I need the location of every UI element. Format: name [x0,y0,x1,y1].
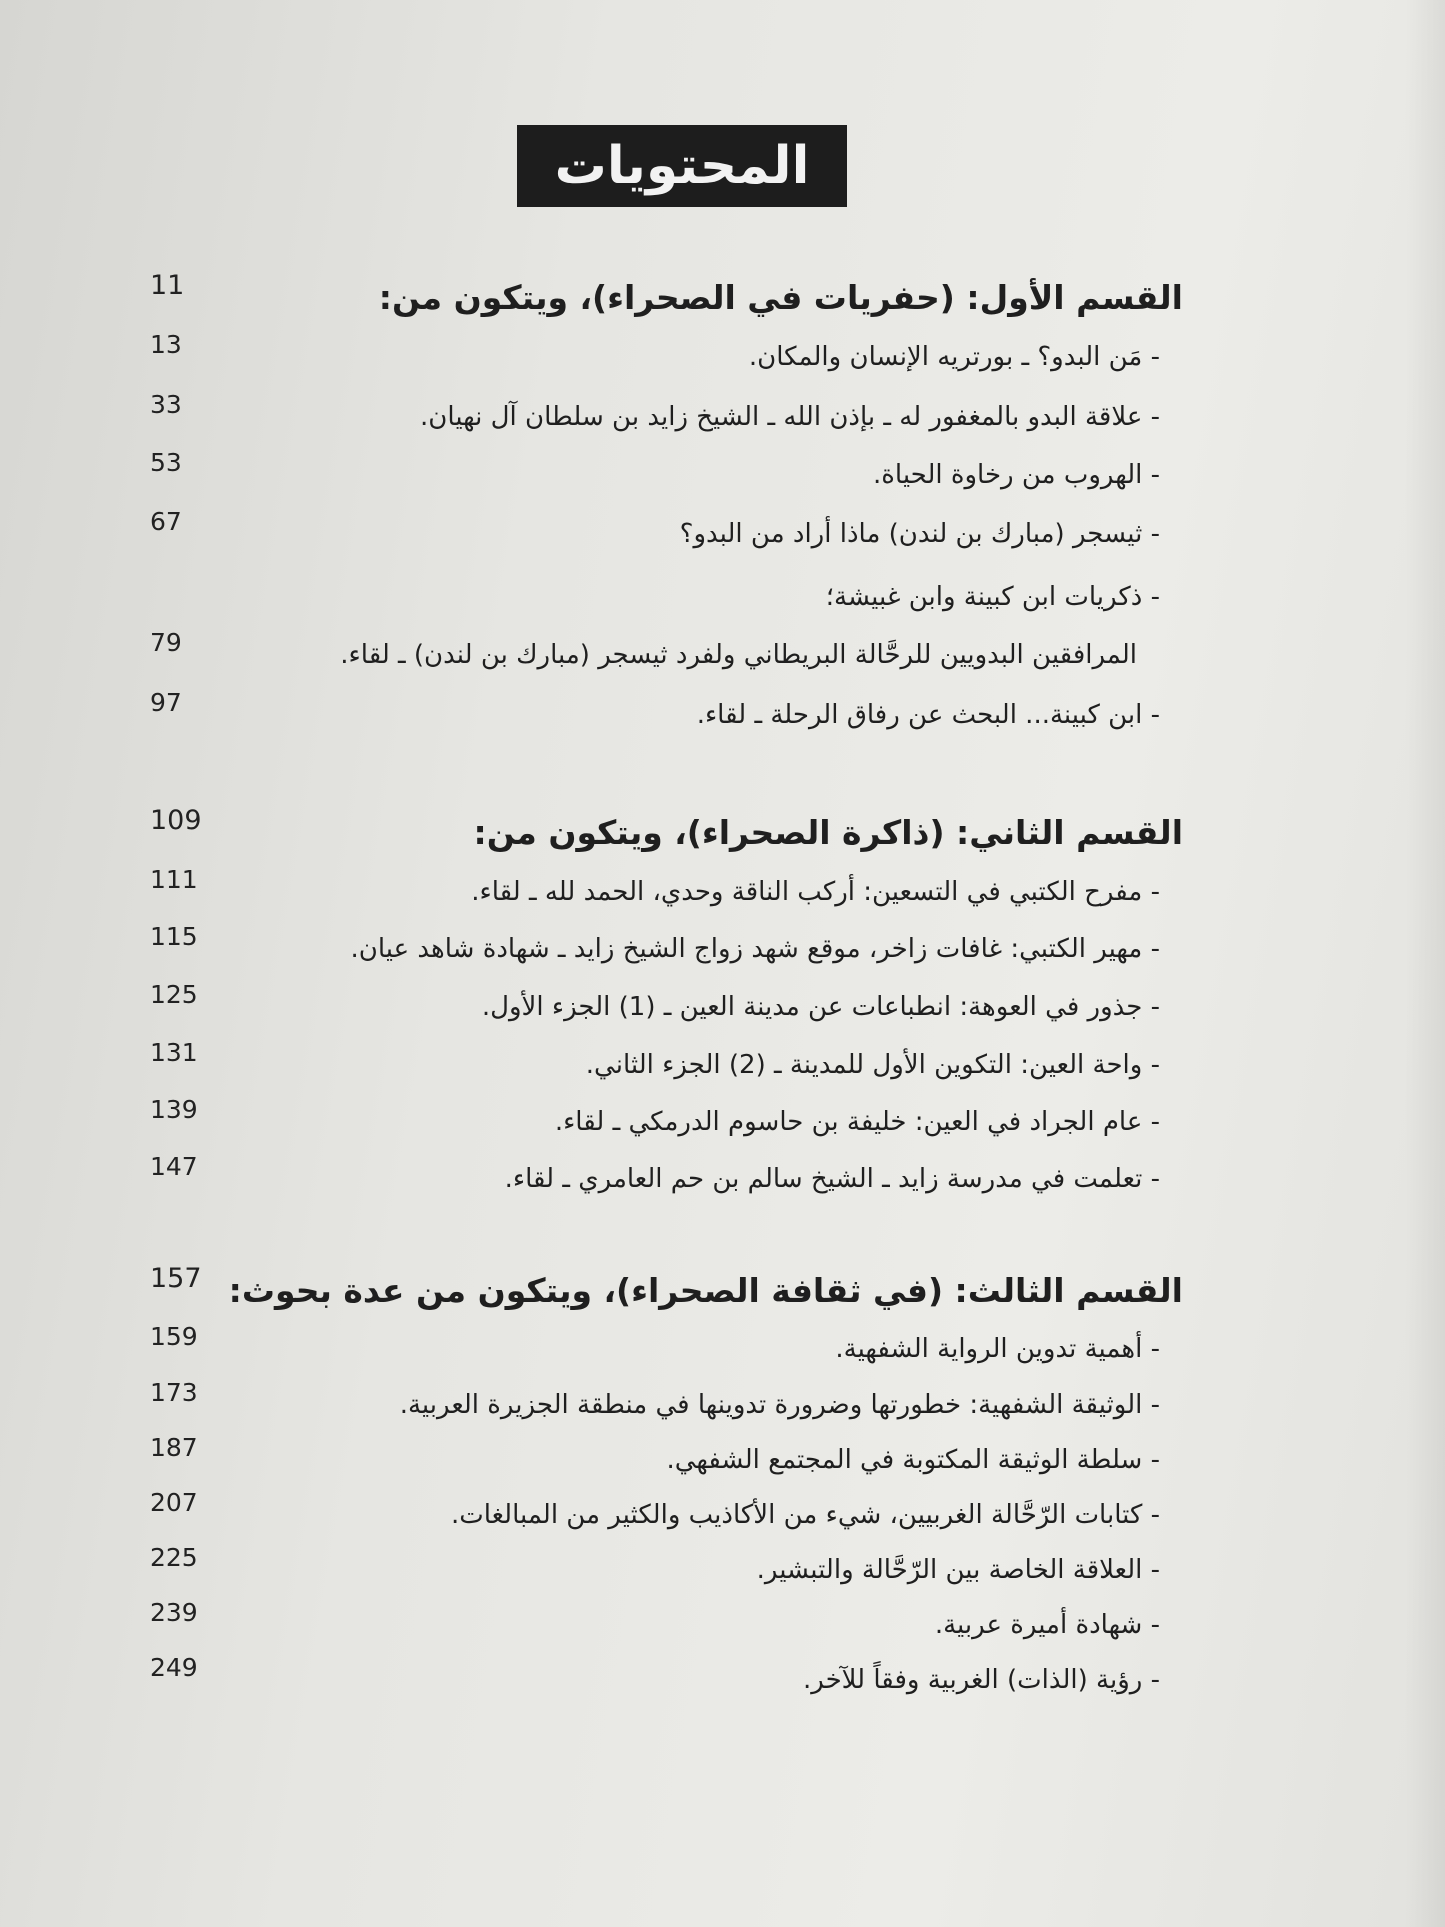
toc-entry-page: 79 [150,628,182,657]
toc-entry [0,1653,1445,1709]
toc-entry-page: 239 [150,1598,198,1627]
toc-entry-text: - الوثيقة الشفهية: خطورتها وضرورة تدوينها في منطقة الجزيرة العربية. [399,1390,1160,1420]
toc-entry [0,570,1445,626]
toc-entry [0,1152,1445,1208]
toc-entry [0,980,1445,1036]
toc-entry-text: - رؤية (الذات) الغربية وفقاً للآخر. [802,1665,1160,1695]
toc-entry [0,1378,1445,1434]
toc-entry-page: 173 [150,1378,198,1407]
toc-entry [0,1488,1445,1544]
toc-entry-page: 97 [150,688,182,717]
toc-entry-text: - شهادة أميرة عربية. [934,1610,1160,1640]
toc-entry [0,865,1445,921]
toc-entry-text: - أهمية تدوين الرواية الشفهية. [835,1334,1160,1364]
toc-entry-page: 225 [150,1543,198,1572]
toc-entry-text: - جذور في العوهة: انطباعات عن مدينة العين ـ (1) الجزء الأول. [481,992,1160,1022]
section-3-heading: القسم الثالث: (في ثقافة الصحراء)، ويتكون من عدة بحوث: [228,1271,1183,1310]
toc-entry-text: - ابن كبينة... البحث عن رفاق الرحلة ـ لقاء. [696,700,1160,730]
contents-title: المحتويات [554,136,810,196]
section-2-page: 109 [150,805,202,836]
toc-entry-text: - الهروب من رخاوة الحياة. [873,460,1160,490]
toc-entry-page: 131 [150,1038,198,1067]
toc-entry-page: 33 [150,390,182,419]
toc-entry-page: 147 [150,1152,198,1181]
toc-entry [0,1095,1445,1151]
toc-entry [0,1598,1445,1654]
toc-entry-page: 207 [150,1488,198,1517]
toc-entry-page: 67 [150,507,182,536]
toc-entry-text: المرافقين البدويين للرحَّالة البريطاني ولفرد ثيسجر (مبارك بن لندن) ـ لقاء. [340,640,1137,670]
section-2-heading-row [0,805,1445,861]
section-1-heading: القسم الأول: (حفريات في الصحراء)، ويتكون من: [378,278,1183,317]
toc-entry-text: - عام الجراد في العين: خليفة بن حاسوم الدرمكي ـ لقاء. [554,1107,1160,1137]
toc-entry-page: 187 [150,1433,198,1462]
toc-entry-text: - كتابات الرّحَّالة الغربيين، شيء من الأكاذيب والكثير من المبالغات. [450,1500,1160,1530]
section-1-heading-row [0,270,1445,326]
toc-entry [0,1543,1445,1599]
toc-entry-text: - ذكريات ابن كبينة وابن غبيشة؛ [825,582,1160,612]
toc-entry [0,507,1445,563]
toc-entry-text: - مهير الكتبي: غافات زاخر، موقع شهد زواج الشيخ زايد ـ شهادة شاهد عيان. [350,934,1160,964]
toc-entry-text: - واحة العين: التكوين الأول للمدينة ـ (2) الجزء الثاني. [585,1050,1160,1080]
toc-entry [0,628,1445,684]
toc-entry-page: 249 [150,1653,198,1682]
section-1-page: 11 [150,270,185,301]
toc-entry-text: - ثيسجر (مبارك بن لندن) ماذا أراد من البدو؟ [679,519,1160,549]
toc-entry-page: 111 [150,865,198,894]
toc-entry [0,1038,1445,1094]
toc-entry [0,688,1445,744]
toc-entry [0,922,1445,978]
toc-entry-text: - علاقة البدو بالمغفور له ـ بإذن الله ـ الشيخ زايد بن سلطان آل نهيان. [420,402,1160,432]
section-2-heading: القسم الثاني: (ذاكرة الصحراء)، ويتكون من: [473,813,1183,852]
toc-entry-page: 159 [150,1322,198,1351]
toc-entry [0,1322,1445,1378]
toc-entry-page: 125 [150,980,198,1009]
toc-entry-text: - تعلمت في مدرسة زايد ـ الشيخ سالم بن حم العامري ـ لقاء. [504,1164,1160,1194]
toc-entry-page: 53 [150,448,182,477]
toc-entry [0,390,1445,446]
toc-entry [0,330,1445,386]
toc-entry-text: - مفرح الكتبي في التسعين: أركب الناقة وحدي، الحمد لله ـ لقاء. [471,877,1160,907]
toc-entry-page: 115 [150,922,198,951]
section-3-page: 157 [150,1263,202,1294]
section-3-heading-row [0,1263,1445,1319]
toc-entry [0,1433,1445,1489]
toc-entry-page: 13 [150,330,182,359]
toc-entry-text: - العلاقة الخاصة بين الرّحَّالة والتبشير. [756,1555,1160,1585]
toc-entry [0,448,1445,504]
toc-entry-page: 139 [150,1095,198,1124]
toc-entry-text: - سلطة الوثيقة المكتوبة في المجتمع الشفهي. [666,1445,1160,1475]
toc-entry-text: - مَن البدو؟ ـ بورتريه الإنسان والمكان. [748,342,1160,372]
